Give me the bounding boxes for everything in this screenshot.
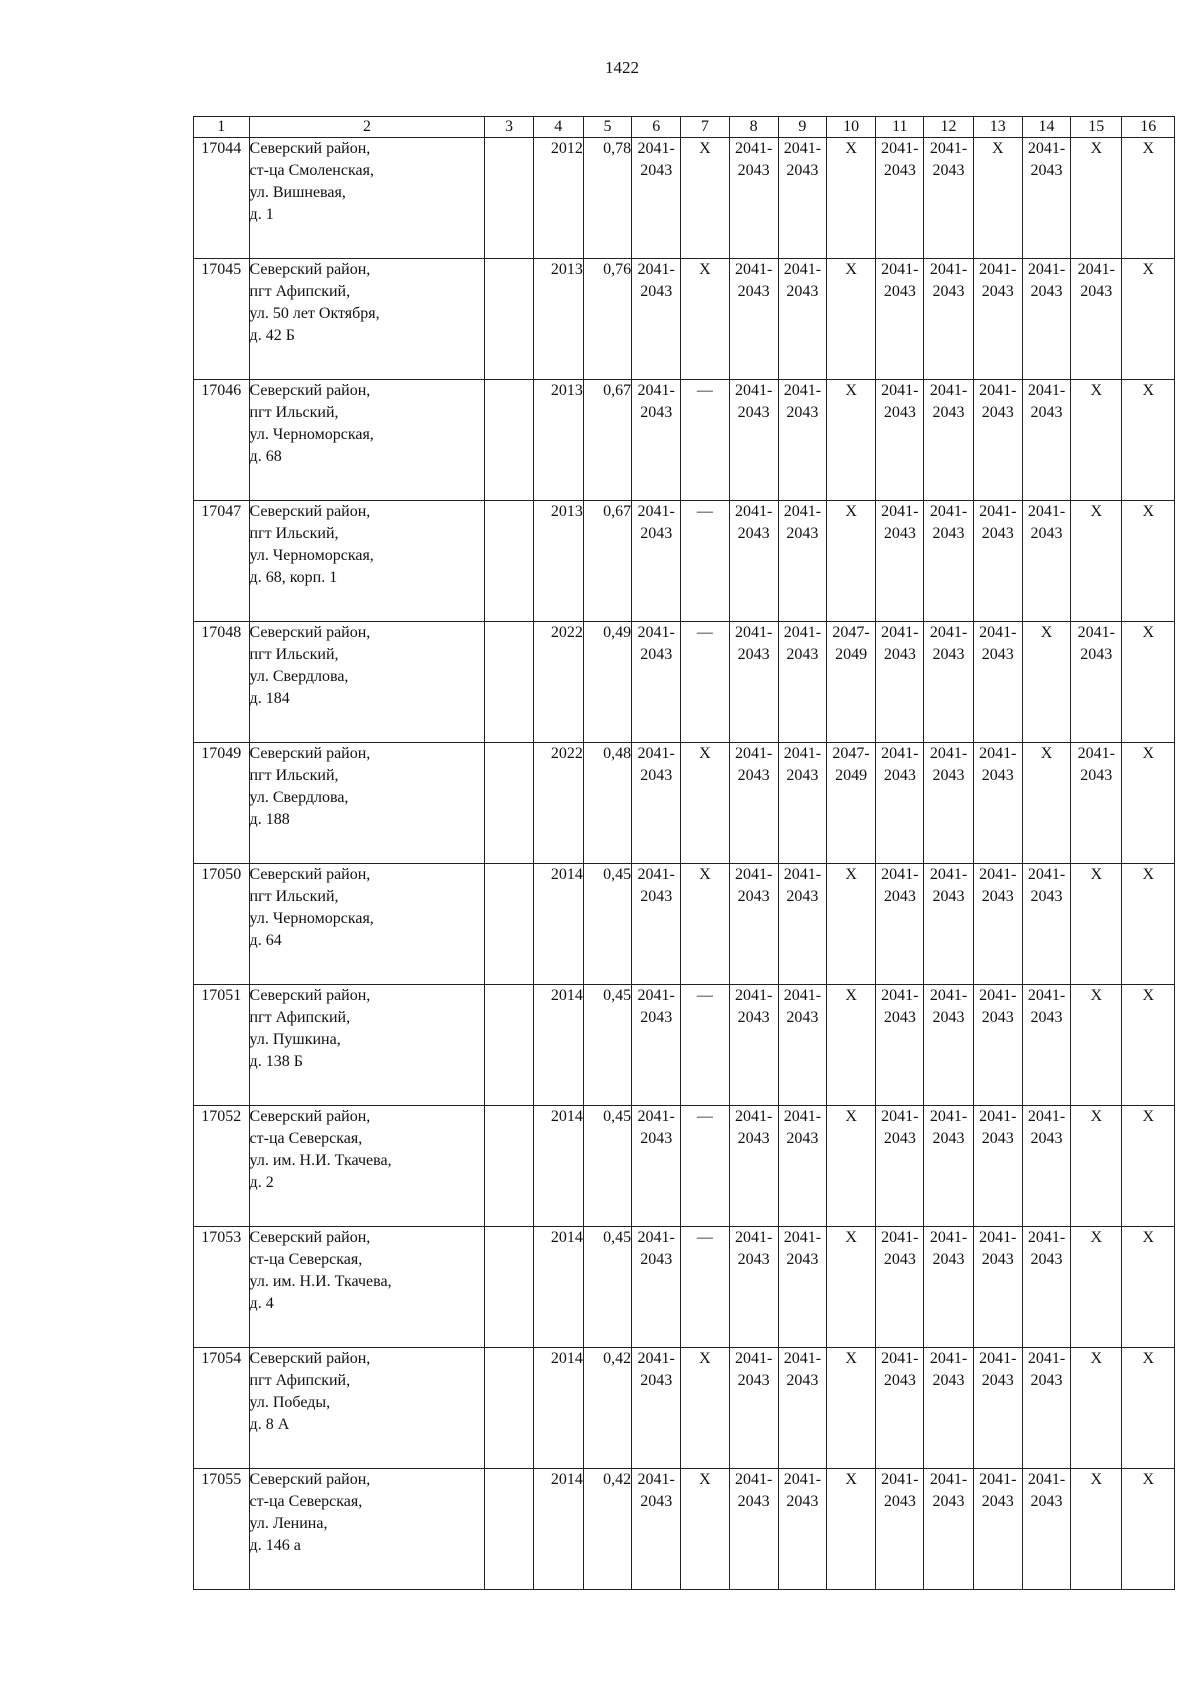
column-number-6: 6 (632, 117, 681, 138)
year-cell: 2014 (533, 985, 583, 1106)
column-16-cell: X (1122, 138, 1175, 259)
column-11-cell: 2041- 2043 (876, 864, 924, 985)
column-7-cell: X (681, 1469, 729, 1590)
address-line: д. 68 (249, 448, 282, 465)
column-16-cell: X (1122, 985, 1175, 1106)
address-line: д. 68, корп. 1 (249, 569, 338, 586)
column-number-15: 15 (1071, 117, 1122, 138)
column-14-cell: 2041- 2043 (1022, 380, 1070, 501)
table-row (194, 985, 1175, 1106)
column-3-cell (485, 380, 533, 501)
column-16-cell: X (1122, 259, 1175, 380)
column-number-row (194, 117, 1175, 138)
address-line: Северский район, (249, 1229, 371, 1246)
year-cell: 2013 (533, 259, 583, 380)
column-number-8: 8 (729, 117, 778, 138)
column-7-cell: — (681, 1227, 729, 1348)
year-cell: 2022 (533, 622, 583, 743)
column-11-cell: 2041- 2043 (876, 259, 924, 380)
column-14-cell: X (1022, 743, 1070, 864)
column-7-cell: X (681, 259, 729, 380)
address-line: д. 4 (249, 1295, 274, 1312)
column-3-cell (485, 501, 533, 622)
column-3-cell (485, 259, 533, 380)
address-line: ул. Свердлова, (249, 668, 349, 685)
column-6-cell: 2041- 2043 (632, 985, 681, 1106)
column-10-cell: X (826, 1469, 875, 1590)
column-11-cell: 2041- 2043 (876, 1106, 924, 1227)
column-12-cell: 2041- 2043 (924, 259, 973, 380)
column-8-cell: 2041- 2043 (729, 985, 778, 1106)
value-cell: 0,49 (583, 622, 631, 743)
row-id: 17044 (194, 138, 250, 259)
address-line: ул. 50 лет Октября, (249, 305, 380, 322)
address-line: ст-ца Смоленская, (249, 162, 374, 179)
address-line: пгт Ильский, (249, 404, 339, 421)
year-cell: 2014 (533, 1106, 583, 1227)
value-cell: 0,78 (583, 138, 631, 259)
column-6-cell: 2041- 2043 (632, 501, 681, 622)
column-7-cell: — (681, 622, 729, 743)
column-10-cell: 2047- 2049 (826, 743, 875, 864)
address-line: Северский район, (249, 140, 371, 157)
column-13-cell: X (973, 138, 1022, 259)
table-row (194, 1227, 1175, 1348)
column-9-cell: 2041- 2043 (778, 864, 826, 985)
address-cell (249, 1469, 485, 1590)
column-8-cell: 2041- 2043 (729, 259, 778, 380)
column-16-cell: X (1122, 501, 1175, 622)
address-cell (249, 259, 485, 380)
column-11-cell: 2041- 2043 (876, 138, 924, 259)
column-8-cell: 2041- 2043 (729, 501, 778, 622)
column-6-cell: 2041- 2043 (632, 1469, 681, 1590)
column-11-cell: 2041- 2043 (876, 622, 924, 743)
address-line: ст-ца Северская, (249, 1493, 363, 1510)
column-13-cell: 2041- 2043 (973, 380, 1022, 501)
column-11-cell: 2041- 2043 (876, 380, 924, 501)
address-line: Северский район, (249, 1350, 371, 1367)
value-cell: 0,67 (583, 501, 631, 622)
address-cell (249, 985, 485, 1106)
column-number-11: 11 (876, 117, 924, 138)
column-9-cell: 2041- 2043 (778, 1469, 826, 1590)
address-line: Северский район, (249, 1108, 371, 1125)
address-line: Северский район, (249, 624, 371, 641)
row-id: 17048 (194, 622, 250, 743)
column-number-4: 4 (533, 117, 583, 138)
column-3-cell (485, 1348, 533, 1469)
address-cell (249, 622, 485, 743)
column-11-cell: 2041- 2043 (876, 743, 924, 864)
column-12-cell: 2041- 2043 (924, 743, 973, 864)
column-16-cell: X (1122, 1227, 1175, 1348)
column-15-cell: 2041- 2043 (1071, 259, 1122, 380)
column-3-cell (485, 622, 533, 743)
column-8-cell: 2041- 2043 (729, 743, 778, 864)
column-12-cell: 2041- 2043 (924, 1106, 973, 1227)
column-8-cell: 2041- 2043 (729, 622, 778, 743)
table-row (194, 501, 1175, 622)
table-row (194, 138, 1175, 259)
column-9-cell: 2041- 2043 (778, 622, 826, 743)
column-12-cell: 2041- 2043 (924, 864, 973, 985)
row-id: 17049 (194, 743, 250, 864)
column-3-cell (485, 864, 533, 985)
column-12-cell: 2041- 2043 (924, 1348, 973, 1469)
value-cell: 0,45 (583, 985, 631, 1106)
column-13-cell: 2041- 2043 (973, 1227, 1022, 1348)
column-11-cell: 2041- 2043 (876, 501, 924, 622)
column-15-cell: 2041- 2043 (1071, 622, 1122, 743)
column-9-cell: 2041- 2043 (778, 1106, 826, 1227)
table-row (194, 1106, 1175, 1227)
table-row (194, 864, 1175, 985)
column-11-cell: 2041- 2043 (876, 1348, 924, 1469)
column-3-cell (485, 985, 533, 1106)
value-cell: 0,67 (583, 380, 631, 501)
address-line: д. 1 (249, 206, 274, 223)
column-10-cell: X (826, 985, 875, 1106)
column-9-cell: 2041- 2043 (778, 743, 826, 864)
value-cell: 0,42 (583, 1348, 631, 1469)
column-14-cell: 2041- 2043 (1022, 138, 1070, 259)
address-line: Северский район, (249, 382, 371, 399)
column-6-cell: 2041- 2043 (632, 864, 681, 985)
row-id: 17050 (194, 864, 250, 985)
value-cell: 0,45 (583, 864, 631, 985)
column-6-cell: 2041- 2043 (632, 1348, 681, 1469)
column-number-16: 16 (1122, 117, 1175, 138)
column-15-cell: X (1071, 1106, 1122, 1227)
address-line: д. 2 (249, 1174, 274, 1191)
address-line: д. 146 а (249, 1537, 301, 1554)
column-15-cell: X (1071, 380, 1122, 501)
column-number-2: 2 (249, 117, 485, 138)
column-6-cell: 2041- 2043 (632, 1227, 681, 1348)
row-id: 17054 (194, 1348, 250, 1469)
column-3-cell (485, 1469, 533, 1590)
column-10-cell: X (826, 380, 875, 501)
column-number-14: 14 (1022, 117, 1070, 138)
column-9-cell: 2041- 2043 (778, 1227, 826, 1348)
column-13-cell: 2041- 2043 (973, 864, 1022, 985)
column-3-cell (485, 1106, 533, 1227)
column-8-cell: 2041- 2043 (729, 1227, 778, 1348)
value-cell: 0,45 (583, 1106, 631, 1227)
column-7-cell: — (681, 501, 729, 622)
column-number-3: 3 (485, 117, 533, 138)
value-cell: 0,45 (583, 1227, 631, 1348)
column-7-cell: — (681, 1106, 729, 1227)
column-15-cell: 2041- 2043 (1071, 743, 1122, 864)
column-16-cell: X (1122, 743, 1175, 864)
column-9-cell: 2041- 2043 (778, 1348, 826, 1469)
row-id: 17045 (194, 259, 250, 380)
year-cell: 2013 (533, 501, 583, 622)
address-line: ул. им. Н.И. Ткачева, (249, 1152, 392, 1169)
column-10-cell: 2047- 2049 (826, 622, 875, 743)
column-10-cell: X (826, 864, 875, 985)
address-cell (249, 1106, 485, 1227)
column-8-cell: 2041- 2043 (729, 864, 778, 985)
column-10-cell: X (826, 1106, 875, 1227)
column-16-cell: X (1122, 1106, 1175, 1227)
column-10-cell: X (826, 138, 875, 259)
column-number-1: 1 (194, 117, 250, 138)
row-id: 17046 (194, 380, 250, 501)
column-14-cell: 2041- 2043 (1022, 1106, 1070, 1227)
year-cell: 2022 (533, 743, 583, 864)
column-10-cell: X (826, 259, 875, 380)
address-line: ул. Черноморская, (249, 426, 374, 443)
address-line: пгт Ильский, (249, 525, 339, 542)
column-6-cell: 2041- 2043 (632, 380, 681, 501)
column-number-10: 10 (826, 117, 875, 138)
page-number: 1422 (605, 58, 639, 77)
address-line: д. 188 (249, 811, 290, 828)
address-line: ул. Пушкина, (249, 1031, 341, 1048)
column-7-cell: X (681, 864, 729, 985)
column-number-12: 12 (924, 117, 973, 138)
column-12-cell: 2041- 2043 (924, 501, 973, 622)
address-line: пгт Афипский, (249, 1009, 351, 1026)
column-6-cell: 2041- 2043 (632, 259, 681, 380)
column-9-cell: 2041- 2043 (778, 380, 826, 501)
column-7-cell: X (681, 743, 729, 864)
year-cell: 2012 (533, 138, 583, 259)
value-cell: 0,76 (583, 259, 631, 380)
column-6-cell: 2041- 2043 (632, 138, 681, 259)
column-13-cell: 2041- 2043 (973, 1106, 1022, 1227)
address-cell (249, 1227, 485, 1348)
table-row (194, 380, 1175, 501)
address-line: пгт Афипский, (249, 283, 351, 300)
column-16-cell: X (1122, 622, 1175, 743)
column-12-cell: 2041- 2043 (924, 1469, 973, 1590)
row-id: 17051 (194, 985, 250, 1106)
address-cell (249, 380, 485, 501)
column-9-cell: 2041- 2043 (778, 501, 826, 622)
address-line: Северский район, (249, 503, 371, 520)
column-7-cell: — (681, 380, 729, 501)
address-line: Северский район, (249, 1471, 371, 1488)
column-16-cell: X (1122, 1469, 1175, 1590)
address-line: ул. Свердлова, (249, 789, 349, 806)
column-6-cell: 2041- 2043 (632, 1106, 681, 1227)
column-13-cell: 2041- 2043 (973, 1469, 1022, 1590)
column-14-cell: 2041- 2043 (1022, 985, 1070, 1106)
year-cell: 2014 (533, 1348, 583, 1469)
column-13-cell: 2041- 2043 (973, 259, 1022, 380)
address-line: пгт Ильский, (249, 767, 339, 784)
address-line: д. 184 (249, 690, 290, 707)
column-12-cell: 2041- 2043 (924, 380, 973, 501)
column-15-cell: X (1071, 985, 1122, 1106)
column-13-cell: 2041- 2043 (973, 1348, 1022, 1469)
address-line: ул. Победы, (249, 1394, 331, 1411)
address-line: Северский район, (249, 261, 371, 278)
row-id: 17055 (194, 1469, 250, 1590)
column-7-cell: — (681, 985, 729, 1106)
column-11-cell: 2041- 2043 (876, 985, 924, 1106)
column-9-cell: 2041- 2043 (778, 985, 826, 1106)
column-9-cell: 2041- 2043 (778, 259, 826, 380)
column-15-cell: X (1071, 1469, 1122, 1590)
column-12-cell: 2041- 2043 (924, 1227, 973, 1348)
column-6-cell: 2041- 2043 (632, 622, 681, 743)
address-line: пгт Ильский, (249, 646, 339, 663)
column-13-cell: 2041- 2043 (973, 501, 1022, 622)
column-7-cell: X (681, 1348, 729, 1469)
table-row (194, 743, 1175, 864)
address-line: ул. Ленина, (249, 1515, 328, 1532)
column-14-cell: 2041- 2043 (1022, 1227, 1070, 1348)
column-15-cell: X (1071, 1348, 1122, 1469)
column-12-cell: 2041- 2043 (924, 622, 973, 743)
year-cell: 2014 (533, 864, 583, 985)
address-line: ул. Черноморская, (249, 910, 374, 927)
address-line: ул. Черноморская, (249, 547, 374, 564)
column-11-cell: 2041- 2043 (876, 1469, 924, 1590)
address-line: Северский район, (249, 987, 371, 1004)
register-table (193, 116, 1175, 1590)
year-cell: 2014 (533, 1227, 583, 1348)
column-15-cell: X (1071, 138, 1122, 259)
column-9-cell: 2041- 2043 (778, 138, 826, 259)
column-15-cell: X (1071, 501, 1122, 622)
column-number-5: 5 (583, 117, 631, 138)
table-row (194, 1469, 1175, 1590)
column-13-cell: 2041- 2043 (973, 743, 1022, 864)
column-15-cell: X (1071, 1227, 1122, 1348)
column-14-cell: X (1022, 622, 1070, 743)
address-line: ст-ца Северская, (249, 1130, 363, 1147)
column-6-cell: 2041- 2043 (632, 743, 681, 864)
address-line: ул. им. Н.И. Ткачева, (249, 1273, 392, 1290)
address-cell (249, 1348, 485, 1469)
address-line: ул. Вишневая, (249, 184, 346, 201)
column-number-9: 9 (778, 117, 826, 138)
column-3-cell (485, 743, 533, 864)
column-12-cell: 2041- 2043 (924, 985, 973, 1106)
column-14-cell: 2041- 2043 (1022, 1348, 1070, 1469)
address-cell (249, 501, 485, 622)
column-number-7: 7 (681, 117, 729, 138)
address-line: ст-ца Северская, (249, 1251, 363, 1268)
address-cell (249, 138, 485, 259)
value-cell: 0,42 (583, 1469, 631, 1590)
address-line: д. 64 (249, 932, 282, 949)
column-13-cell: 2041- 2043 (973, 985, 1022, 1106)
table-row (194, 259, 1175, 380)
column-8-cell: 2041- 2043 (729, 380, 778, 501)
column-10-cell: X (826, 1227, 875, 1348)
address-line: Северский район, (249, 745, 371, 762)
address-line: д. 138 Б (249, 1053, 303, 1070)
column-7-cell: X (681, 138, 729, 259)
address-line: пгт Афипский, (249, 1372, 351, 1389)
column-16-cell: X (1122, 864, 1175, 985)
column-8-cell: 2041- 2043 (729, 1469, 778, 1590)
column-11-cell: 2041- 2043 (876, 1227, 924, 1348)
address-cell (249, 743, 485, 864)
column-8-cell: 2041- 2043 (729, 1348, 778, 1469)
column-8-cell: 2041- 2043 (729, 1106, 778, 1227)
year-cell: 2013 (533, 380, 583, 501)
column-16-cell: X (1122, 1348, 1175, 1469)
column-3-cell (485, 138, 533, 259)
value-cell: 0,48 (583, 743, 631, 864)
address-line: д. 8 А (249, 1416, 290, 1433)
column-14-cell: 2041- 2043 (1022, 864, 1070, 985)
column-15-cell: X (1071, 864, 1122, 985)
table-row (194, 622, 1175, 743)
column-14-cell: 2041- 2043 (1022, 1469, 1070, 1590)
column-8-cell: 2041- 2043 (729, 138, 778, 259)
year-cell: 2014 (533, 1469, 583, 1590)
column-12-cell: 2041- 2043 (924, 138, 973, 259)
row-id: 17047 (194, 501, 250, 622)
address-line: Северский район, (249, 866, 371, 883)
column-number-13: 13 (973, 117, 1022, 138)
column-3-cell (485, 1227, 533, 1348)
row-id: 17052 (194, 1106, 250, 1227)
address-cell (249, 864, 485, 985)
table-row (194, 1348, 1175, 1469)
column-10-cell: X (826, 1348, 875, 1469)
column-14-cell: 2041- 2043 (1022, 501, 1070, 622)
column-14-cell: 2041- 2043 (1022, 259, 1070, 380)
column-10-cell: X (826, 501, 875, 622)
column-13-cell: 2041- 2043 (973, 622, 1022, 743)
address-line: пгт Ильский, (249, 888, 339, 905)
address-line: д. 42 Б (249, 327, 295, 344)
column-16-cell: X (1122, 380, 1175, 501)
row-id: 17053 (194, 1227, 250, 1348)
